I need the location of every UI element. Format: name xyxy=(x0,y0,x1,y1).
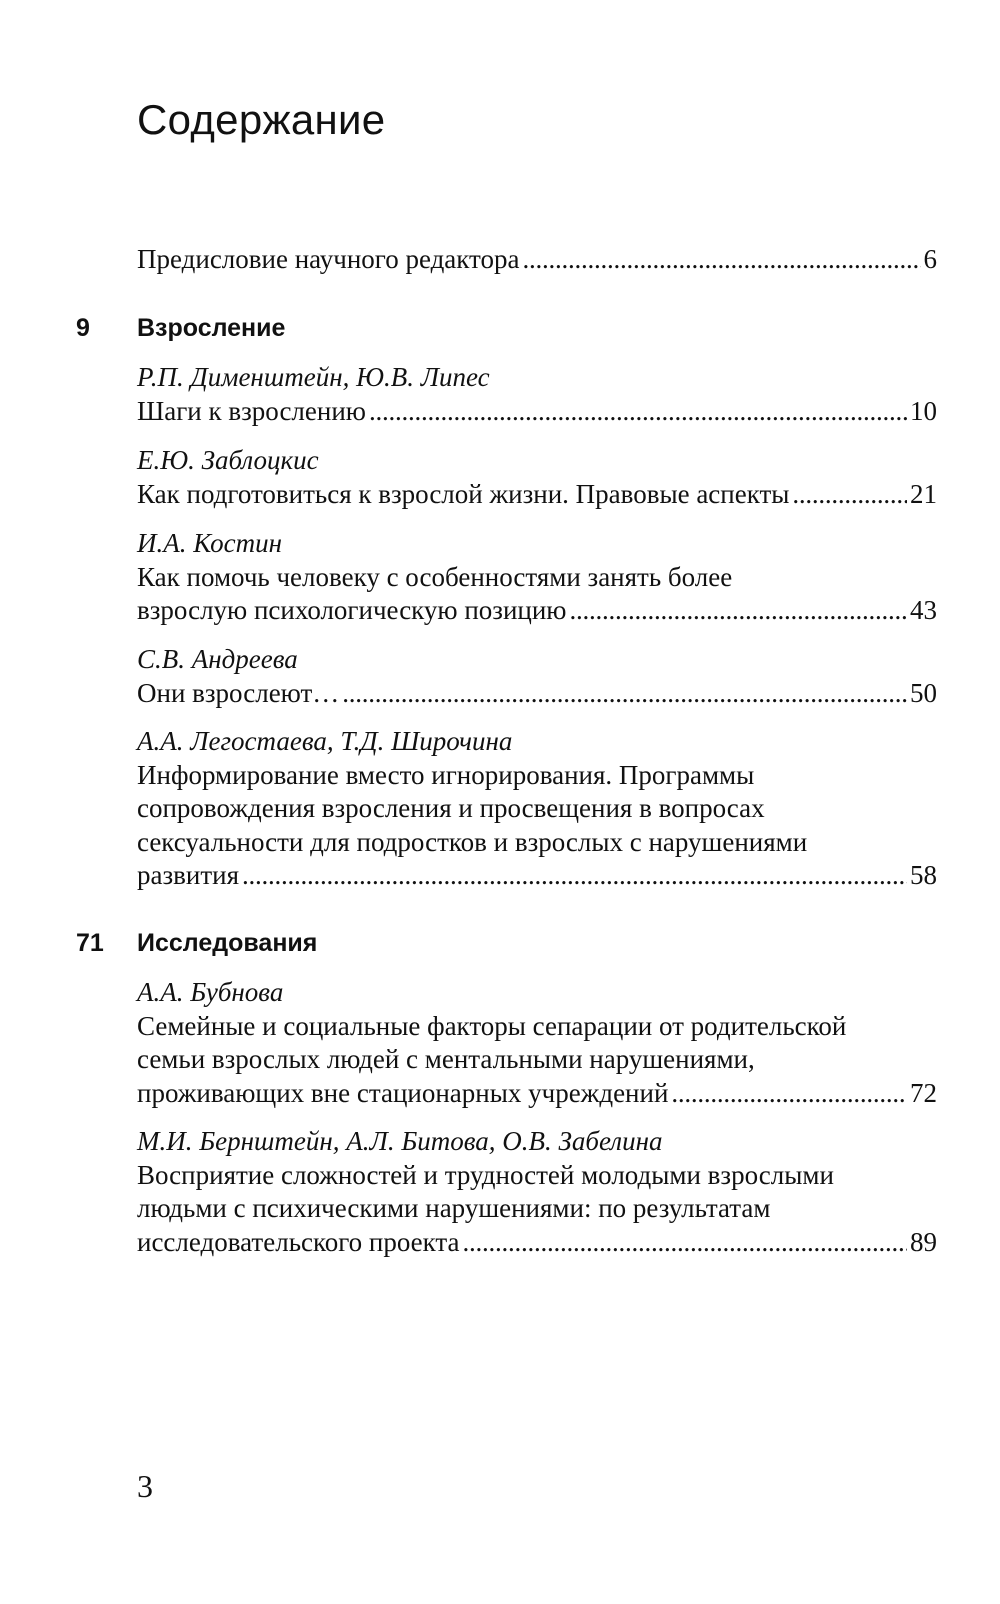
entry-title: исследовательского проекта xyxy=(137,1226,460,1257)
entry-title: Шаги к взрослению xyxy=(137,395,366,426)
dot-leader xyxy=(792,478,907,512)
entry-title: Предисловие научного редактора xyxy=(137,244,520,274)
toc-entry[interactable] xyxy=(137,1125,937,1259)
entry-title: Как подготовиться к взрослой жизни. Правовые аспекты xyxy=(137,478,790,509)
dot-leader xyxy=(369,395,907,429)
entry-author: М.И. Бернштейн, А.Л. Битова, О.В. Забелина xyxy=(137,1126,663,1156)
entry-title-line: семьи взрослых людей с ментальными нарушениями, xyxy=(137,1044,755,1074)
entry-page: 58 xyxy=(910,860,937,890)
entry-author: С.В. Андреева xyxy=(137,644,298,674)
entry-title-line: людьми с психическими нарушениями: по результатам xyxy=(137,1193,771,1223)
page-number: 3 xyxy=(137,1468,153,1504)
entry-page: 72 xyxy=(910,1077,937,1108)
entry-page: 10 xyxy=(910,395,937,426)
entry-title: Они взрослеют… xyxy=(137,677,340,708)
entry-title: проживающих вне стационарных учреждений xyxy=(137,1077,669,1108)
toc-leader-line xyxy=(137,395,937,429)
toc-leader-line xyxy=(137,243,937,277)
entry-page: 6 xyxy=(923,244,937,274)
toc-entry[interactable] xyxy=(137,361,937,428)
page-title: Содержание xyxy=(137,96,386,143)
toc-entry[interactable] xyxy=(137,444,937,511)
toc-entry[interactable] xyxy=(137,643,937,710)
entry-page: 21 xyxy=(910,478,937,509)
section-title: Исследования xyxy=(137,929,318,957)
toc-entry[interactable] xyxy=(137,725,937,893)
section-title: Взросление xyxy=(137,314,286,342)
entry-author: А.А. Бубнова xyxy=(137,977,284,1007)
section-number: 71 xyxy=(76,929,104,957)
entry-author: И.А. Костин xyxy=(137,528,283,558)
entry-author: Е.Ю. Заблоцкис xyxy=(137,445,319,475)
dot-leader xyxy=(569,594,907,628)
toc-entry[interactable] xyxy=(137,976,937,1110)
entry-title-line: сексуальности для подростков и взрослых с нарушениями xyxy=(137,826,808,857)
entry-title-line: сопровождения взросления и просвещения в вопросах xyxy=(137,793,765,823)
entry-title-line: Информирование вместо игнорирования. Программы xyxy=(137,759,755,790)
entry-title: развития xyxy=(137,860,240,890)
dot-leader xyxy=(522,243,920,277)
toc-leader-line xyxy=(137,478,937,512)
toc-leader-line xyxy=(137,1077,937,1111)
toc-leader-line xyxy=(137,1226,937,1260)
section-number: 9 xyxy=(76,314,90,342)
entry-title: взрослую психологическую позицию xyxy=(137,595,567,625)
entry-page: 50 xyxy=(910,677,937,708)
entry-author: А.А. Легостаева, Т.Д. Широчина xyxy=(137,726,513,756)
entry-title-line: Семейные и социальные факторы сепарации от родительской xyxy=(137,1010,847,1041)
entry-title-line: Восприятие сложностей и трудностей молодыми взрослыми xyxy=(137,1159,834,1190)
dot-leader xyxy=(463,1226,907,1260)
dot-leader xyxy=(671,1077,907,1111)
toc-leader-line xyxy=(137,594,937,628)
toc-entry[interactable] xyxy=(137,527,937,628)
toc-leader-line xyxy=(137,859,937,893)
entry-title-line: Как помочь человеку с особенностями занять более xyxy=(137,561,733,592)
toc-entry-preface[interactable] xyxy=(137,243,937,277)
toc-leader-line xyxy=(137,677,937,711)
dot-leader xyxy=(342,677,907,711)
entry-page: 89 xyxy=(910,1226,937,1257)
entry-page: 43 xyxy=(910,595,937,625)
entry-author: Р.П. Дименштейн, Ю.В. Липес xyxy=(137,362,490,392)
dot-leader xyxy=(242,859,907,893)
